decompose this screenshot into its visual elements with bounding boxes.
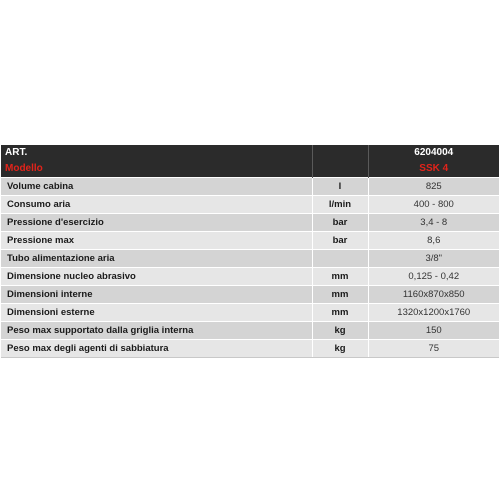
- row-value: 3,4 - 8: [368, 214, 499, 232]
- row-value: 150: [368, 322, 499, 340]
- row-value: 3/8": [368, 250, 499, 268]
- art-value: 6204004: [368, 145, 499, 161]
- model-row: [1, 161, 499, 178]
- row-label: Dimensioni interne: [1, 286, 312, 304]
- row-label: Tubo alimentazione aria: [1, 250, 312, 268]
- row-unit: mm: [312, 286, 368, 304]
- table-row: [1, 196, 499, 214]
- art-label: ART.: [1, 145, 312, 161]
- row-unit: bar: [312, 214, 368, 232]
- spec-table-header: [1, 145, 499, 178]
- row-label: Dimensioni esterne: [1, 304, 312, 322]
- model-label: Modello: [1, 161, 312, 178]
- row-value: 75: [368, 340, 499, 358]
- table-row: [1, 178, 499, 196]
- table-row: [1, 214, 499, 232]
- row-label: Peso max degli agenti di sabbiatura: [1, 340, 312, 358]
- art-row: [1, 145, 499, 161]
- row-value: 0,125 - 0,42: [368, 268, 499, 286]
- row-unit: kg: [312, 322, 368, 340]
- header-unit-cell: [312, 145, 368, 161]
- row-unit: mm: [312, 268, 368, 286]
- row-label: Pressione d'esercizio: [1, 214, 312, 232]
- table-row: [1, 340, 499, 358]
- row-label: Peso max supportato dalla griglia interna: [1, 322, 312, 340]
- table-row: [1, 286, 499, 304]
- row-unit: mm: [312, 304, 368, 322]
- row-label: Pressione max: [1, 232, 312, 250]
- spec-table: [1, 145, 499, 358]
- table-row: [1, 250, 499, 268]
- row-label: Volume cabina: [1, 178, 312, 196]
- row-value: 825: [368, 178, 499, 196]
- model-value: SSK 4: [368, 161, 499, 178]
- header-unit-cell: [312, 161, 368, 178]
- row-unit: l: [312, 178, 368, 196]
- table-row: [1, 322, 499, 340]
- table-row: [1, 232, 499, 250]
- spec-table-container: [1, 145, 499, 358]
- row-value: 1160x870x850: [368, 286, 499, 304]
- row-label: Consumo aria: [1, 196, 312, 214]
- spec-table-body: [1, 178, 499, 358]
- row-unit: l/min: [312, 196, 368, 214]
- row-unit: kg: [312, 340, 368, 358]
- row-value: 8,6: [368, 232, 499, 250]
- row-value: 1320x1200x1760: [368, 304, 499, 322]
- row-label: Dimensione nucleo abrasivo: [1, 268, 312, 286]
- table-row: [1, 304, 499, 322]
- row-unit: [312, 250, 368, 268]
- row-unit: bar: [312, 232, 368, 250]
- table-row: [1, 268, 499, 286]
- row-value: 400 - 800: [368, 196, 499, 214]
